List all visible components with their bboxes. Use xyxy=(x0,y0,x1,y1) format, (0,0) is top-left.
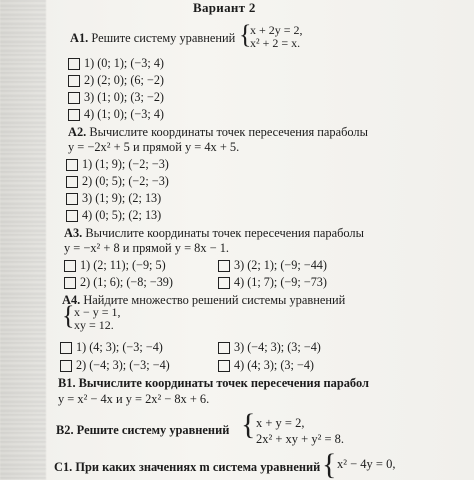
task-a4-brace: { xyxy=(62,301,75,330)
task-a1-option-1[interactable] xyxy=(68,56,164,71)
task-a3-option-4[interactable] xyxy=(218,275,327,290)
checkbox[interactable] xyxy=(66,176,78,188)
checkbox[interactable] xyxy=(218,260,230,272)
task-a4-eq2: xy = 12. xyxy=(74,318,114,332)
task-a4-text: Найдите множество решений системы уравнений xyxy=(83,293,346,307)
option-text: 2) (1; 6); (−8; −39) xyxy=(80,275,173,289)
task-c1-eq1: x² − 4y = 0, xyxy=(337,457,396,471)
option-text: 3) (1; 0); (3; −2) xyxy=(84,90,164,104)
option-text: 2) (2; 0); (6; −2) xyxy=(84,73,164,87)
task-a4-system xyxy=(74,306,121,332)
task-a3-option-3[interactable] xyxy=(218,258,327,273)
option-text: 1) (2; 11); (−9; 5) xyxy=(80,258,166,272)
task-b2-eq1: x + y = 2, xyxy=(256,416,305,430)
option-text: 1) (1; 9); (−2; −3) xyxy=(82,157,169,171)
task-a3-text2: y = −x² + 8 и прямой y = 8x − 1. xyxy=(64,241,230,255)
task-c1-system xyxy=(337,458,395,471)
task-a2-label: А2. xyxy=(68,125,87,139)
task-a2-text2: y = −2x² + 5 и прямой y = 4x + 5. xyxy=(68,140,240,154)
task-a1 xyxy=(70,31,235,46)
checkbox[interactable] xyxy=(66,210,78,222)
task-b2-eq2: 2x² + xy + y² = 8. xyxy=(256,432,345,446)
option-text: 4) (1; 0); (−3; 4) xyxy=(84,107,164,121)
checkbox[interactable] xyxy=(64,260,76,272)
task-a2-option-3[interactable] xyxy=(66,191,161,206)
task-a2-option-2[interactable] xyxy=(66,174,169,189)
checkbox[interactable] xyxy=(64,277,76,289)
task-a3-label: А3. xyxy=(64,226,83,240)
scan-edge-shadow xyxy=(0,0,46,480)
checkbox[interactable] xyxy=(68,75,80,87)
task-a1-brace: { xyxy=(239,20,252,49)
task-a1-label: А1. xyxy=(70,31,89,45)
task-b2-system xyxy=(256,415,344,447)
task-a2-option-1[interactable] xyxy=(66,157,169,172)
task-c1-brace: { xyxy=(322,448,337,480)
task-a4-option-3[interactable] xyxy=(218,340,321,355)
task-a3 xyxy=(64,226,364,241)
task-b1 xyxy=(58,376,369,391)
task-a1-text: Решите систему уравнений xyxy=(91,31,236,45)
task-a4-option-1[interactable] xyxy=(60,340,163,355)
checkbox[interactable] xyxy=(68,109,80,121)
task-a3-text: Вычислите координаты точек пересечения параболы xyxy=(85,226,364,240)
task-a2-text: Вычислите координаты точек пересечения параболы xyxy=(89,125,368,139)
task-a4-eq1: x − y = 1, xyxy=(74,305,121,319)
checkbox[interactable] xyxy=(68,92,80,104)
task-b2-text: Решите систему уравнений xyxy=(76,423,230,437)
task-c1-text: При каких значениях m система уравнений xyxy=(75,460,321,474)
checkbox[interactable] xyxy=(218,277,230,289)
task-a1-option-2[interactable] xyxy=(68,73,164,88)
task-a3-option-2[interactable] xyxy=(64,275,173,290)
task-c1-label: С1. xyxy=(54,460,73,474)
task-a1-eq1: x + 2y = 2, xyxy=(250,23,303,37)
task-b2-label: В2. xyxy=(56,423,74,437)
option-text: 4) (0; 5); (2; 13) xyxy=(82,208,162,222)
checkbox[interactable] xyxy=(218,342,230,354)
task-a2-option-4[interactable] xyxy=(66,208,161,223)
option-text: 2) (−4; 3); (−3; −4) xyxy=(76,358,170,372)
checkbox[interactable] xyxy=(66,159,78,171)
checkbox[interactable] xyxy=(60,342,72,354)
task-a4-label: А4. xyxy=(62,293,81,307)
task-a1-option-4[interactable] xyxy=(68,107,164,122)
task-b1-text2: y = x² − 4x и y = 2x² − 8x + 6. xyxy=(58,392,210,406)
page-title: Вариант 2 xyxy=(193,0,256,15)
option-text: 4) (1; 7); (−9; −73) xyxy=(234,275,327,289)
checkbox[interactable] xyxy=(66,193,78,205)
task-b1-text: Вычислите координаты точек пересечения парабол xyxy=(78,376,369,390)
checkbox[interactable] xyxy=(68,58,80,70)
option-text: 4) (4; 3); (3; −4) xyxy=(234,358,314,372)
option-text: 3) (2; 1); (−9; −44) xyxy=(234,258,327,272)
task-b2 xyxy=(56,423,229,438)
option-text: 1) (4; 3); (−3; −4) xyxy=(76,340,163,354)
task-c1 xyxy=(54,460,320,475)
option-text: 3) (1; 9); (2; 13) xyxy=(82,191,162,205)
task-a3-option-1[interactable] xyxy=(64,258,166,273)
option-text: 3) (−4; 3); (3; −4) xyxy=(234,340,321,354)
option-text: 2) (0; 5); (−2; −3) xyxy=(82,174,169,188)
task-a4-option-4[interactable] xyxy=(218,358,314,373)
task-a1-option-3[interactable] xyxy=(68,90,164,105)
task-b1-label: В1. xyxy=(58,376,76,390)
task-a1-eq2: x² + 2 = x. xyxy=(250,36,301,50)
checkbox[interactable] xyxy=(218,360,230,372)
task-b2-brace: { xyxy=(241,408,256,441)
task-a2 xyxy=(68,125,368,140)
option-text: 1) (0; 1); (−3; 4) xyxy=(84,56,164,70)
task-a1-system xyxy=(250,24,303,50)
task-a4-option-2[interactable] xyxy=(60,358,170,373)
checkbox[interactable] xyxy=(60,360,72,372)
